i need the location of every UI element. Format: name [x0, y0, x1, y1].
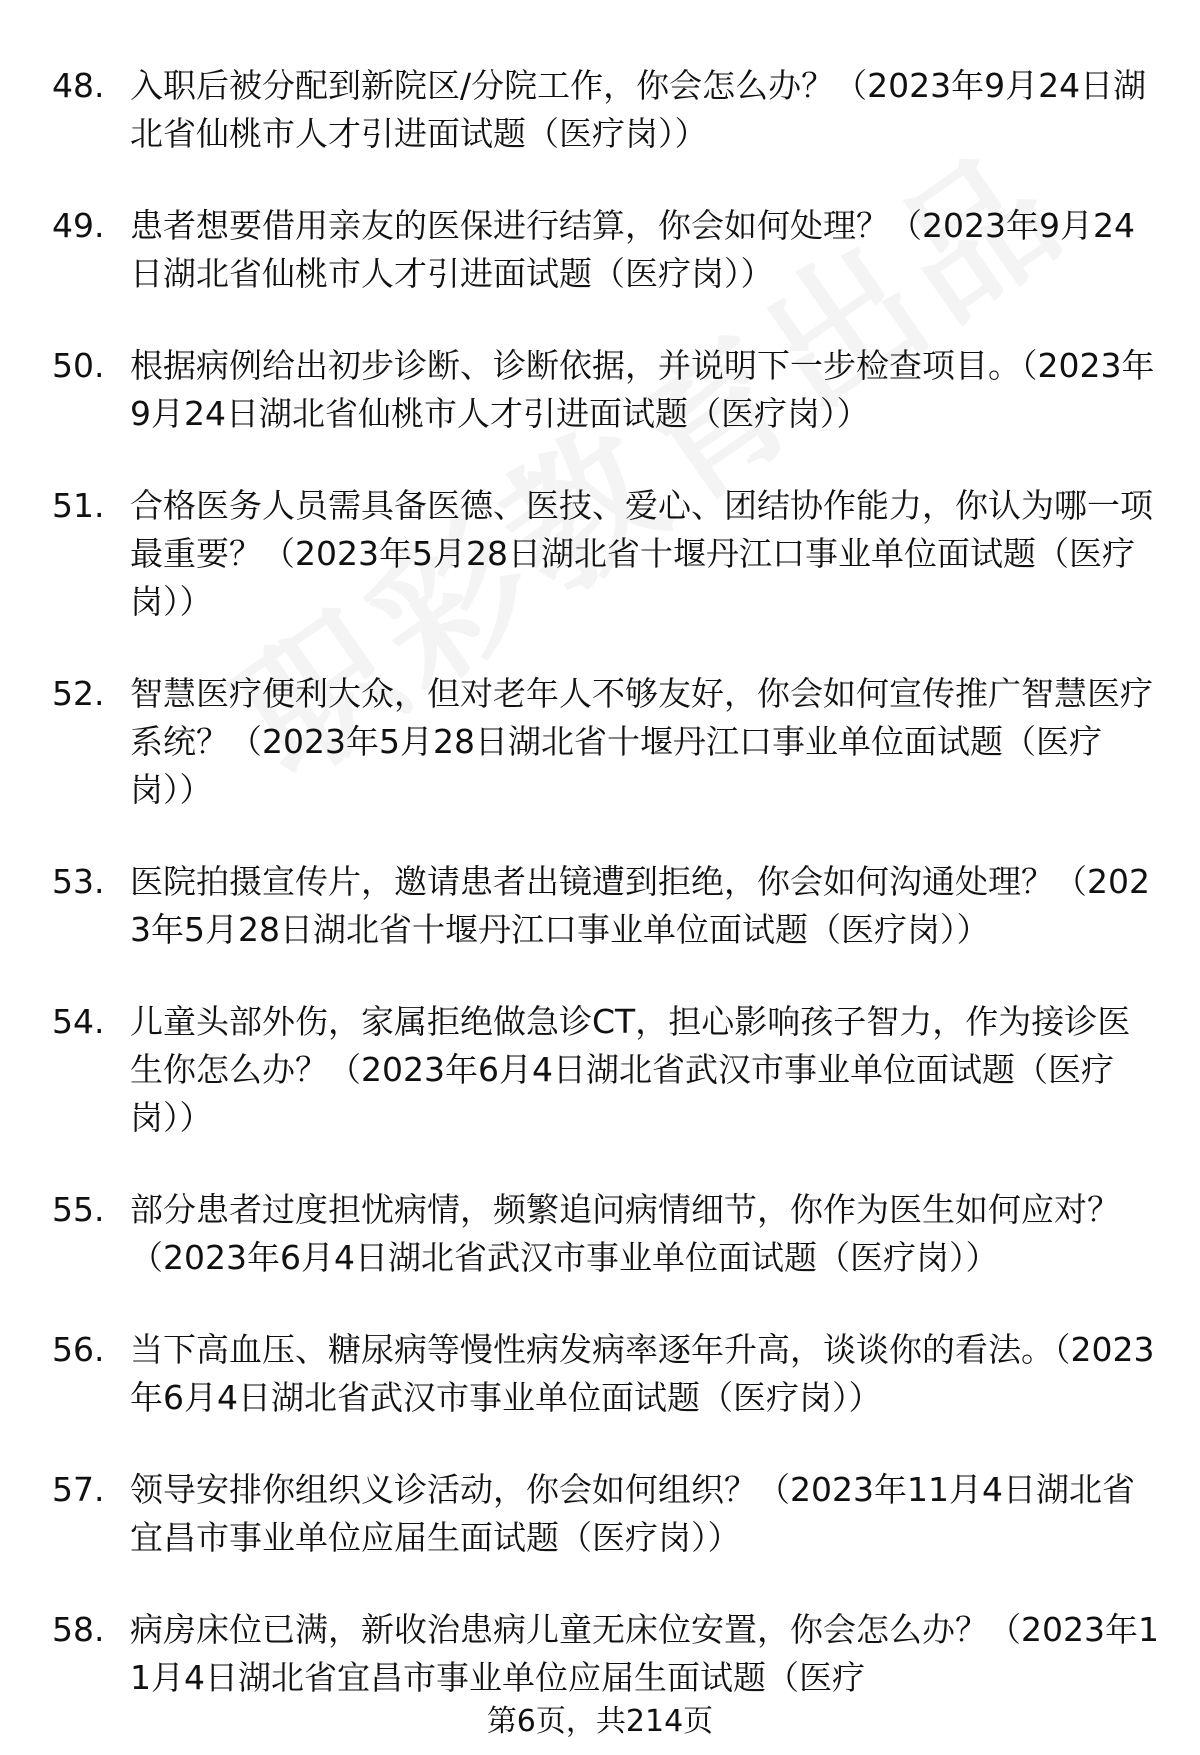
- list-item: [0, 1326, 1200, 1422]
- list-item: [0, 1186, 1200, 1282]
- question-number: 53.: [52, 862, 105, 901]
- question-number: 51.: [52, 486, 105, 525]
- page-footer: [0, 1702, 1200, 1742]
- list-item: [0, 202, 1200, 298]
- list-item: [0, 858, 1200, 954]
- list-item: [0, 998, 1200, 1142]
- list-item: [0, 1606, 1200, 1702]
- question-number: 50.: [52, 346, 105, 385]
- question-text: 病房床位已满，新收治患病儿童无床位安置，你会怎么办？（2023年11月4日湖北省宜昌市事业单位应届生面试题（医疗: [130, 1610, 1159, 1697]
- question-text: 入职后被分配到新院区/分院工作，你会怎么办？（2023年9月24日湖北省仙桃市人才引进面试题（医疗岗））: [130, 66, 1147, 153]
- question-text: 合格医务人员需具备医德、医技、爱心、团结协作能力，你认为哪一项最重要？（2023年5月28日湖北省十堰丹江口事业单位面试题（医疗岗））: [130, 486, 1153, 621]
- question-text: 智慧医疗便利大众，但对老年人不够友好，你会如何宣传推广智慧医疗系统？（2023年5月28日湖北省十堰丹江口事业单位面试题（医疗岗））: [130, 674, 1153, 809]
- list-item: [0, 482, 1200, 626]
- page-number: 第6页，共214页: [486, 1704, 714, 1739]
- question-number: 58.: [52, 1610, 105, 1649]
- question-number: 55.: [52, 1190, 105, 1229]
- question-text: 部分患者过度担忧病情，频繁追问病情细节，你作为医生如何应对？（2023年6月4日湖北省武汉市事业单位面试题（医疗岗））: [130, 1190, 1120, 1277]
- question-text: 儿童头部外伤，家属拒绝做急诊CT，担心影响孩子智力，作为接诊医生你怎么办？（2023年6月4日湖北省武汉市事业单位面试题（医疗岗））: [130, 1002, 1131, 1137]
- question-number: 48.: [52, 66, 105, 105]
- question-number: 57.: [52, 1470, 105, 1509]
- question-text: 患者想要借用亲友的医保进行结算，你会如何处理？（2023年9月24日湖北省仙桃市人才引进面试题（医疗岗））: [130, 206, 1135, 293]
- question-text: 根据病例给出初步诊断、诊断依据，并说明下一步检查项目。（2023年9月24日湖北省仙桃市人才引进面试题（医疗岗））: [130, 346, 1155, 433]
- question-text: 当下高血压、糖尿病等慢性病发病率逐年升高，谈谈你的看法。（2023年6月4日湖北省武汉市事业单位面试题（医疗岗））: [130, 1330, 1155, 1417]
- list-item: [0, 342, 1200, 438]
- question-number: 49.: [52, 206, 105, 245]
- question-text: 医院拍摄宣传片，邀请患者出镜遭到拒绝，你会如何沟通处理？（2023年5月28日湖北省十堰丹江口事业单位面试题（医疗岗））: [130, 862, 1150, 949]
- question-list: [0, 62, 1200, 1746]
- question-text: 领导安排你组织义诊活动，你会如何组织？（2023年11月4日湖北省宜昌市事业单位应届生面试题（医疗岗））: [130, 1470, 1135, 1557]
- question-number: 52.: [52, 674, 105, 713]
- question-number: 54.: [52, 1002, 105, 1041]
- list-item: [0, 670, 1200, 814]
- list-item: [0, 1466, 1200, 1562]
- list-item: [0, 62, 1200, 158]
- question-number: 56.: [52, 1330, 105, 1369]
